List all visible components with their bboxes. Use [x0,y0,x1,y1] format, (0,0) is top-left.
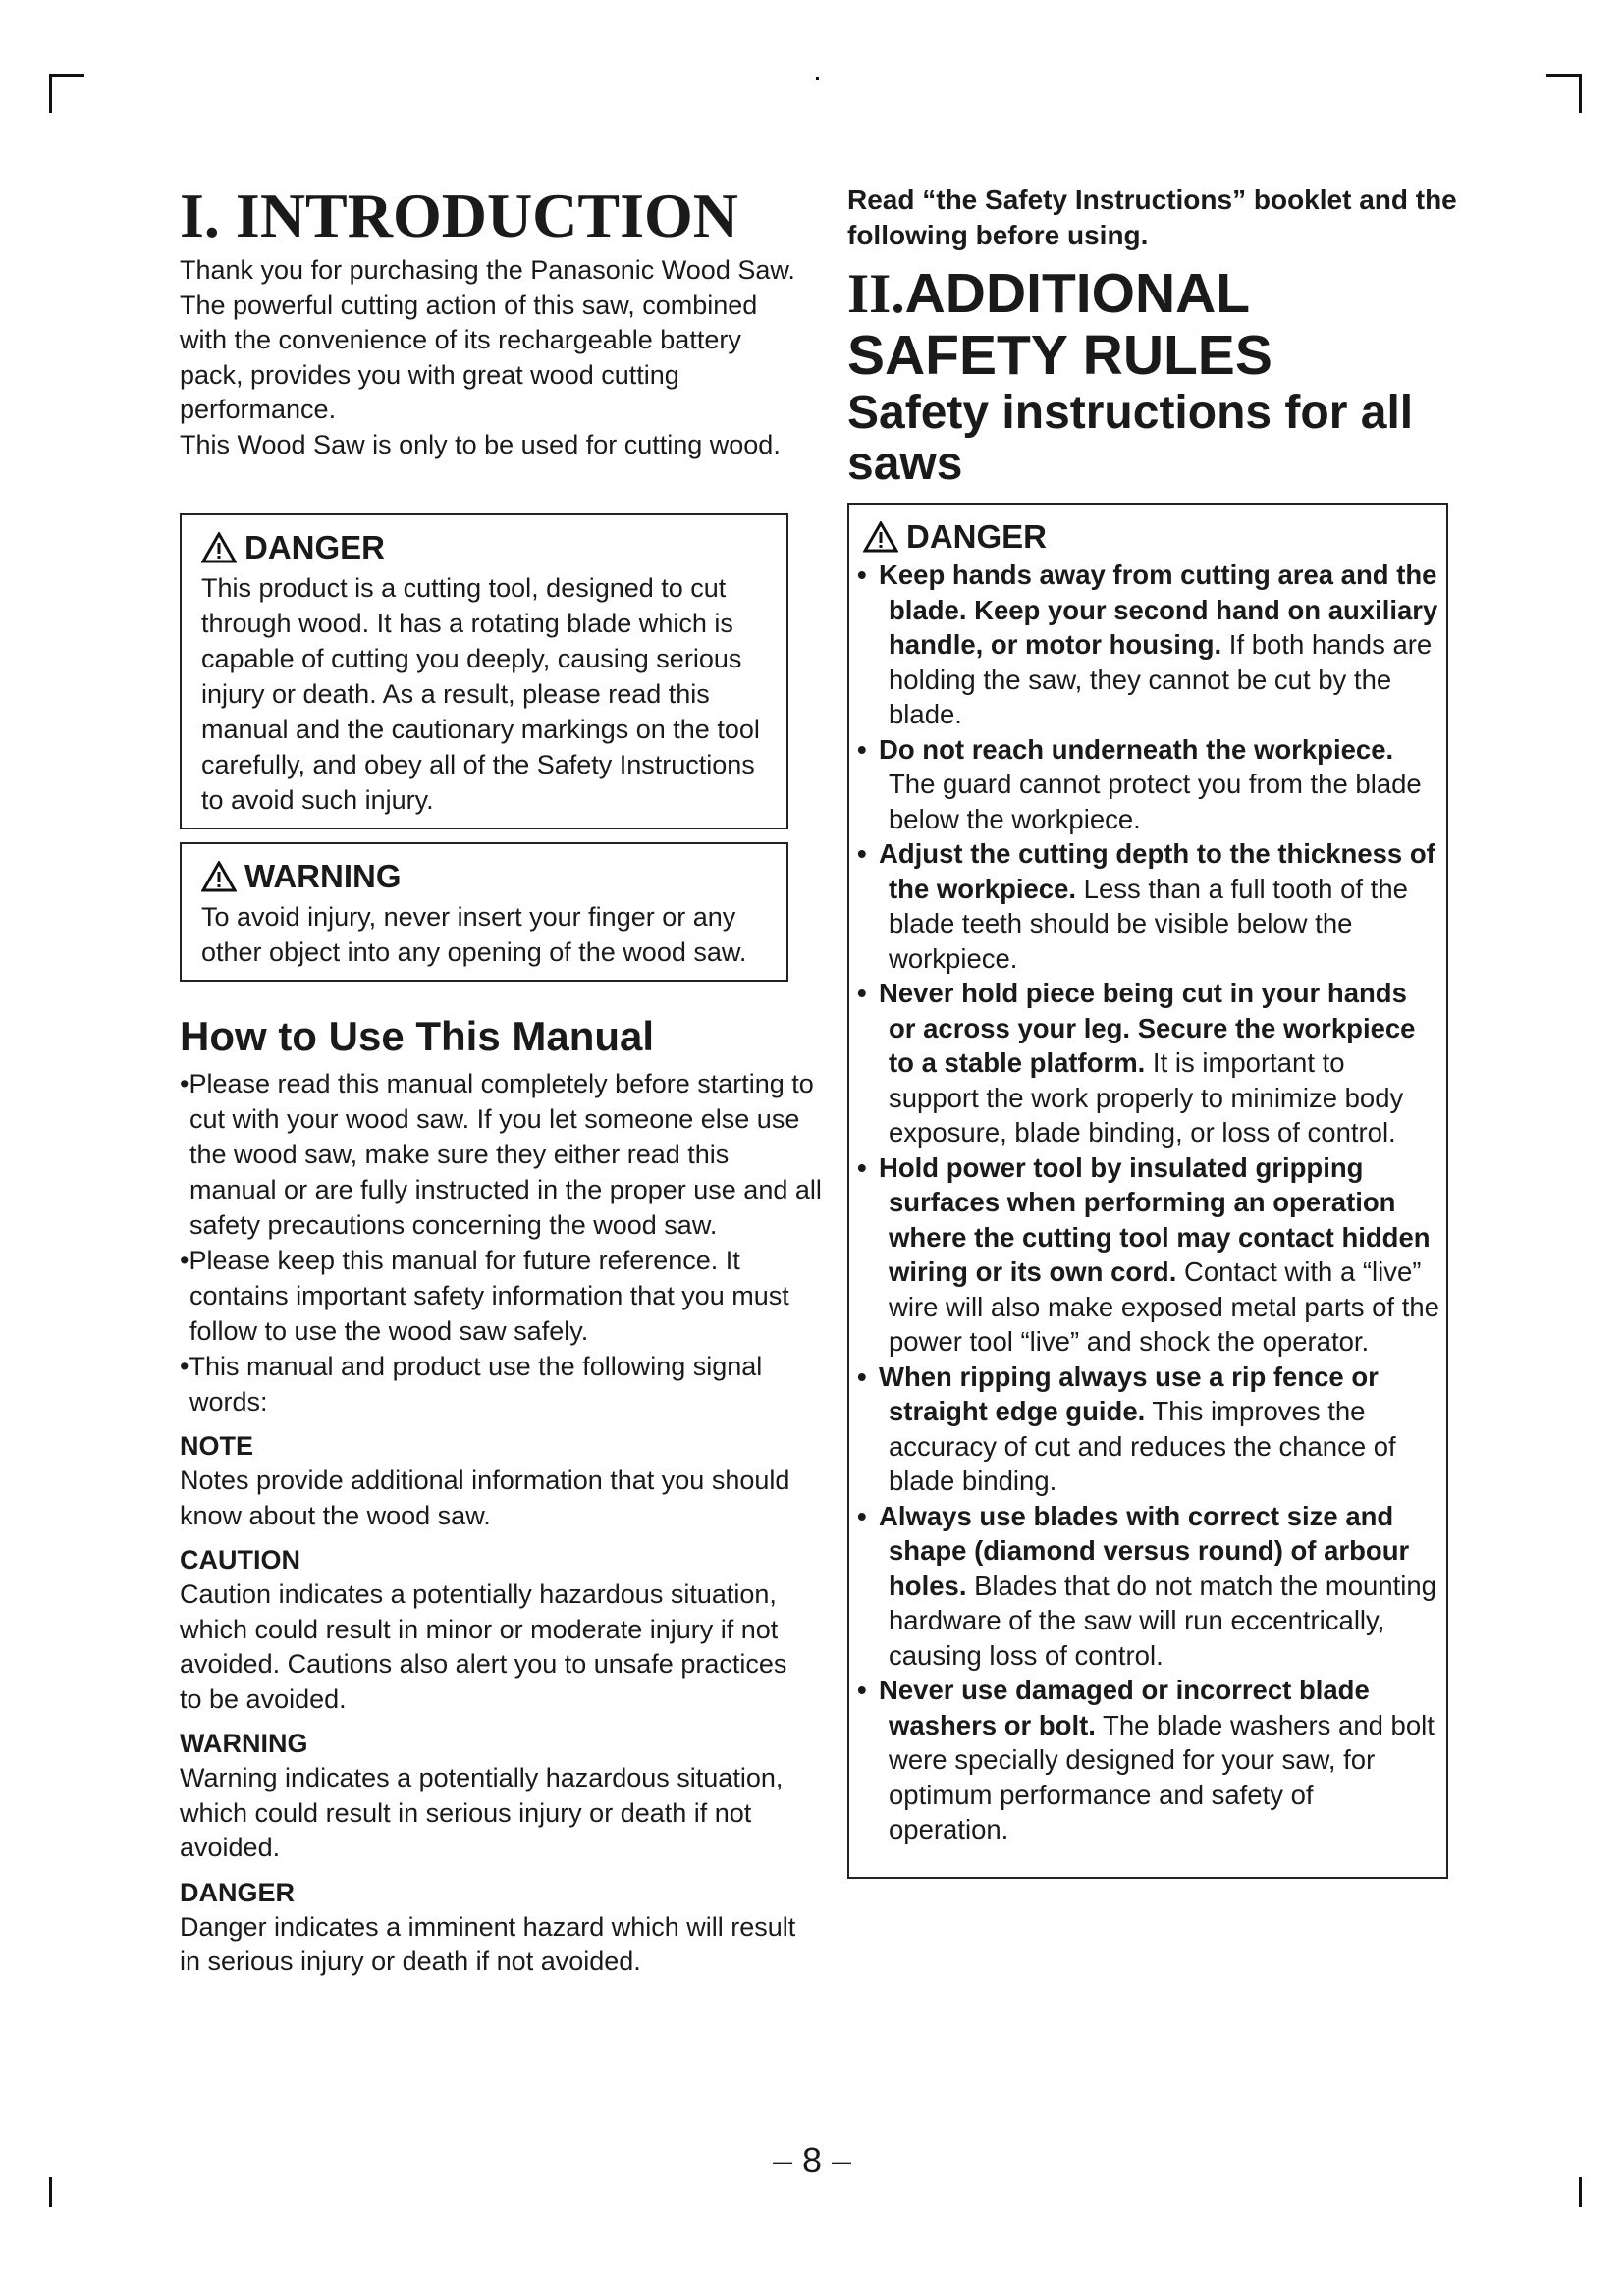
safety-rule: • Never use damaged or incorrect blade washers or bolt. The blade washers and bolt were specially designed for your saw, for optimum performance and safety of operation. [857,1675,1435,1844]
crop-mark-top-right-h [1546,74,1582,77]
rules-danger-box [847,503,1448,1879]
how-to-title: How to Use This Manual [180,1013,655,1059]
crop-mark-top-left-v [49,74,52,113]
signal-word-danger: DANGER [180,1877,296,1907]
safety-rule: • Keep hands away from cutting area and the blade. Keep your second hand on auxiliary handle, or motor housing. If both hands are holding the saw, they cannot be cut by the blade. [857,560,1438,729]
intro-title: I. INTRODUCTION [180,181,738,250]
signal-text-warning: Warning indicates a potentially hazardous situation, which could result in serious injury or death if not avoided. [180,1763,784,1862]
danger-box-text: This product is a cutting tool, designed to cut through wood. It has a rotating blade which is capable of cutting you deeply, causing serious injury or death. As a result, please read this manual and the cautionary markings on the tool carefully, and obey all of the Safety Instructions to avoid such injury. [201,573,760,815]
crop-mark-top-right-v [1579,74,1582,113]
danger-box [180,513,788,829]
how-to-bullet: •Please keep this manual for future reference. It contains important safety information that you must follow to use the wood saw safely. [180,1246,789,1346]
safety-rule: • Adjust the cutting depth to the thickness of the workpiece. Less than a full tooth of the blade teeth should be visible below the workpiece. [857,838,1435,974]
signal-word-list [180,1431,808,1980]
warning-triangle-icon [863,521,898,553]
safety-rules-list [857,558,1440,1847]
crop-mark-top-left-h [49,74,84,77]
signal-word-note: NOTE [180,1431,254,1461]
crop-mark-bottom-left [49,2177,52,2207]
warning-triangle-icon [201,861,237,892]
warning-box-title: WARNING [201,858,771,895]
danger-box-title: DANGER [201,529,771,566]
how-to-section [180,1009,823,1980]
intro-paragraphs [180,253,808,462]
page-number: – 8 – [772,2140,852,2180]
signal-text-note: Notes provide additional information that you should know about the wood saw. [180,1466,790,1530]
how-to-bullets [180,1066,823,1419]
safety-rule: • Hold power tool by insulated gripping surfaces when performing an operation where the cutting tool may contact hidden wiring or its own cord. Contact with a “live” wire will also make exposed metal parts of the power tool “live” and shock the operator. [857,1151,1439,1357]
warning-box [180,842,788,982]
safety-rule: • When ripping always use a rip fence or straight edge guide. This improves the accuracy of cut and reduces the chance of blade binding. [857,1361,1396,1496]
safety-rules-title-text: ADDITIONAL SAFETY RULES [847,262,1272,387]
safety-rule: • Always use blades with correct size and shape (diamond versus round) of arbour holes. Blades that do not match the mounting hardware of the saw will run eccentrically, causing loss of control. [857,1500,1436,1671]
intro-paragraph-1: Thank you for purchasing the Panasonic Wood Saw. The powerful cutting action of this saw, combined with the convenience of its rechargeable battery pack, provides you with great wood cutting performance. [180,255,795,424]
signal-word-caution: CAUTION [180,1545,300,1575]
warning-box-text: To avoid injury, never insert your finger or any other object into any opening of the wood saw. [201,902,747,967]
signal-text-danger: Danger indicates a imminent hazard which will result in serious injury or death if not avoided. [180,1911,796,1976]
warning-triangle-icon [201,532,237,563]
intro-paragraph-2: This Wood Saw is only to be used for cutting wood. [180,429,781,459]
safety-rule: • Do not reach underneath the workpiece. The guard cannot protect you from the blade below the workpiece. [857,733,1422,834]
crop-mark-bottom-right [1579,2177,1582,2207]
signal-text-caution: Caution indicates a potentially hazardous situation, which could result in minor or moderate injury if not avoided. Cautions also alert you to unsafe practices to be avoided. [180,1579,787,1714]
crop-mark-top-center [816,77,819,80]
how-to-bullet: •This manual and product use the following signal words: [180,1352,763,1416]
safety-rule: • Never hold piece being cut in your hands or across your leg. Secure the workpiece to a stable platform. It is important to support the work properly to minimize body exposure, blade binding, or loss of control. [857,978,1416,1148]
safety-subtitle: Safety instructions for all saws [847,387,1414,490]
read-note: Read “the Safety Instructions” booklet and the following before using. [847,185,1457,250]
safety-rules-title [847,263,1476,386]
signal-word-warning: WARNING [180,1729,308,1758]
how-to-bullet: •Please read this manual completely before starting to cut with your wood saw. If you let someone else use the wood saw, make sure they either read this manual or are fully instructed in the proper use and all safety precautions concerning the wood saw. [180,1069,822,1240]
rules-danger-title: DANGER [863,518,1440,556]
safety-rules-title-roman: II. [847,263,905,325]
